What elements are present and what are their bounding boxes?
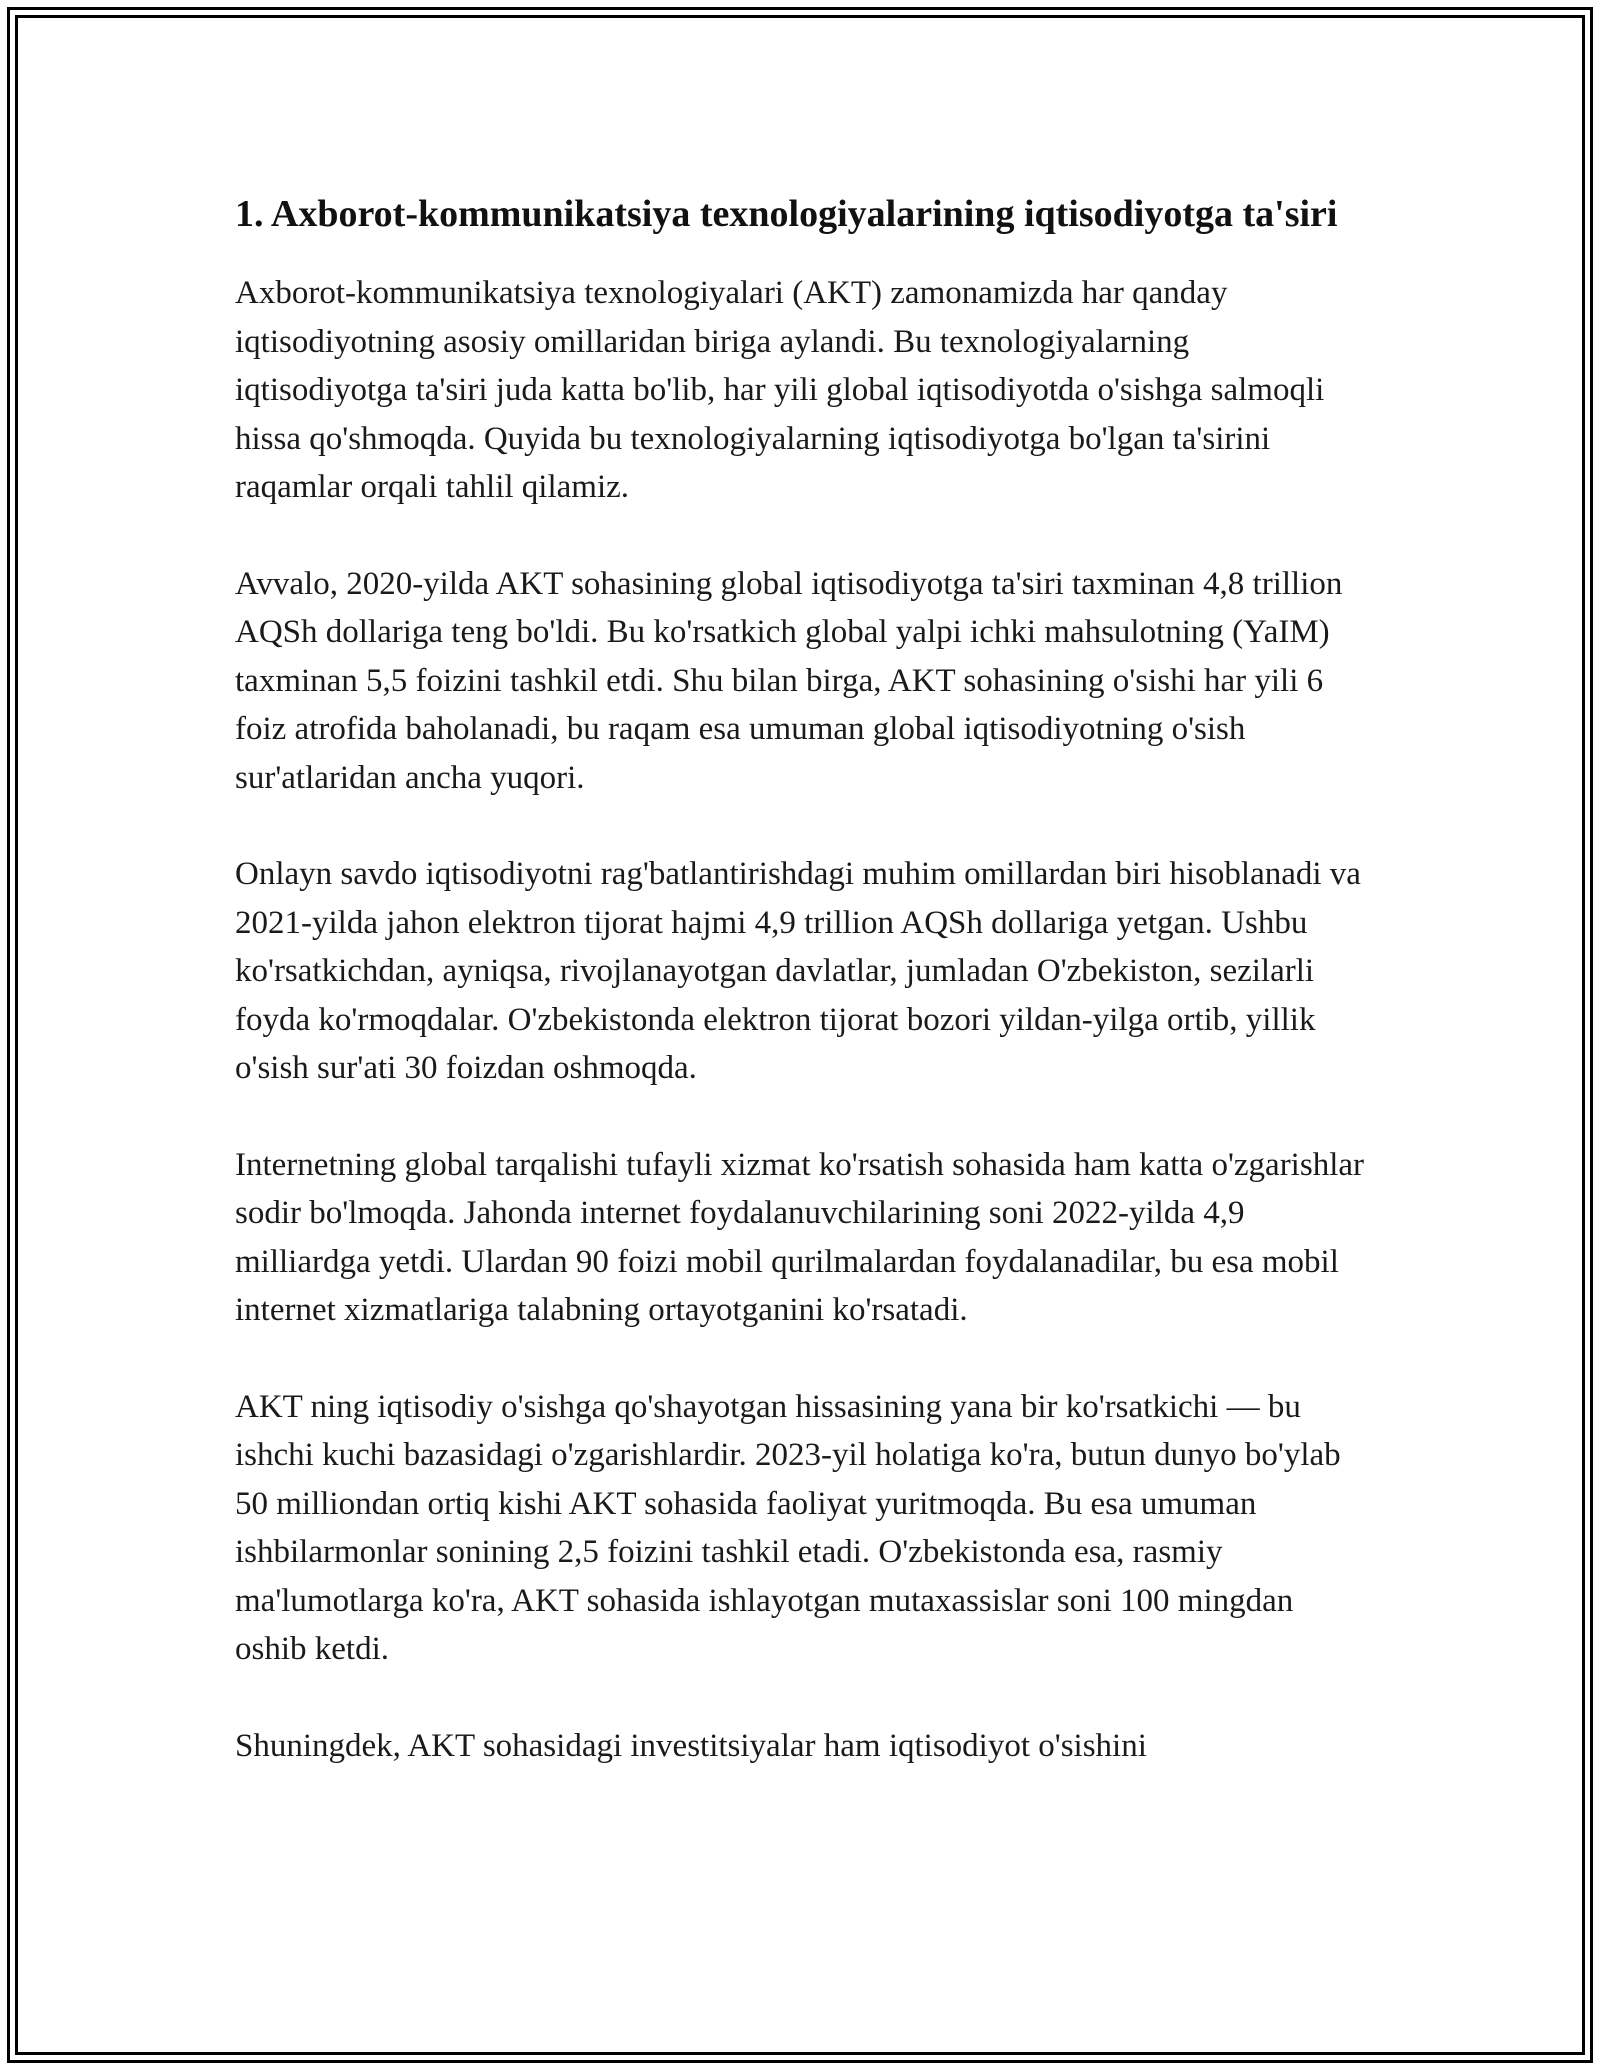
paragraph-investments: Shuningdek, AKT sohasidagi investitsiyalar ham iqtisodiyot o'sishini	[235, 1727, 1147, 1764]
paragraph-ecommerce: Onlayn savdo iqtisodiyotni rag'batlantirishdagi muhim omillardan biri hisoblanadi va 2021-yilda jahon elektron tijorat hajmi 4,9 trillion AQSh dollariga yetgan. Ushbu ko'rsatkichdan, ayniqsa, rivojlanayotgan davlatlar, jumladan O'zbekiston, sezilarli foyda ko'rmoqdalar. O'zbekistonda elektron tijorat bozori yildan-yilga ortib, yillik o'sish sur'ati 30 foizdan oshmoqda.	[235, 856, 1361, 1086]
section-heading: 1. Axborot-kommunikatsiya texnologiyalarining iqtisodiyotga ta'siri	[235, 193, 1338, 235]
paragraph-intro: Axborot-kommunikatsiya texnologiyalari (AKT) zamonamizda har qanday iqtisodiyotning asosiy omillaridan biriga aylandi. Bu texnologiyalarning iqtisodiyotga ta'siri juda katta bo'lib, har yili global iqtisodiyotda o'sishga salmoqli hissa qo'shmoqda. Quyida bu texnologiyalarning iqtisodiyotga bo'lgan ta'sirini raqamlar orqali tahlil qilamiz.	[235, 275, 1325, 505]
document-body	[235, 188, 1365, 1818]
paragraph-workforce: AKT ning iqtisodiy o'sishga qo'shayotgan hissasining yana bir ko'rsatkichi — bu ishchi kuchi bazasidagi o'zgarishlardir. 2023-yil holatiga ko'ra, butun dunyo bo'ylab 50 milliondan ortiq kishi AKT sohasida faoliyat yuritmoqda. Bu esa umuman ishbilarmonlar sonining 2,5 foizini tashkil etadi. O'zbekistonda esa, rasmiy ma'lumotlarga ko'ra, AKT sohasida ishlayotgan mutaxassislar soni 100 mingdan oshib ketdi.	[235, 1388, 1341, 1667]
paragraph-global-impact: Avvalo, 2020-yilda AKT sohasining global iqtisodiyotga ta'siri taxminan 4,8 trillion AQSh dollariga teng bo'ldi. Bu ko'rsatkich global yalpi ichki mahsulotning (YaIM) taxminan 5,5 foizini tashkil etdi. Shu bilan birga, AKT sohasining o'sishi har yili 6 foiz atrofida baholanadi, bu raqam esa umuman global iqtisodiyotning o'sish sur'atlaridan ancha yuqori.	[235, 565, 1343, 796]
paragraph-internet-users: Internetning global tarqalishi tufayli xizmat ko'rsatish sohasida ham katta o'zgarishlar sodir bo'lmoqda. Jahonda internet foydalanuvchilarining soni 2022-yilda 4,9 milliardga yetdi. Ulardan 90 foizi mobil qurilmalardan foydalanadilar, bu esa mobil internet xizmatlariga talabning ortayotganini ko'rsatadi.	[235, 1146, 1364, 1328]
